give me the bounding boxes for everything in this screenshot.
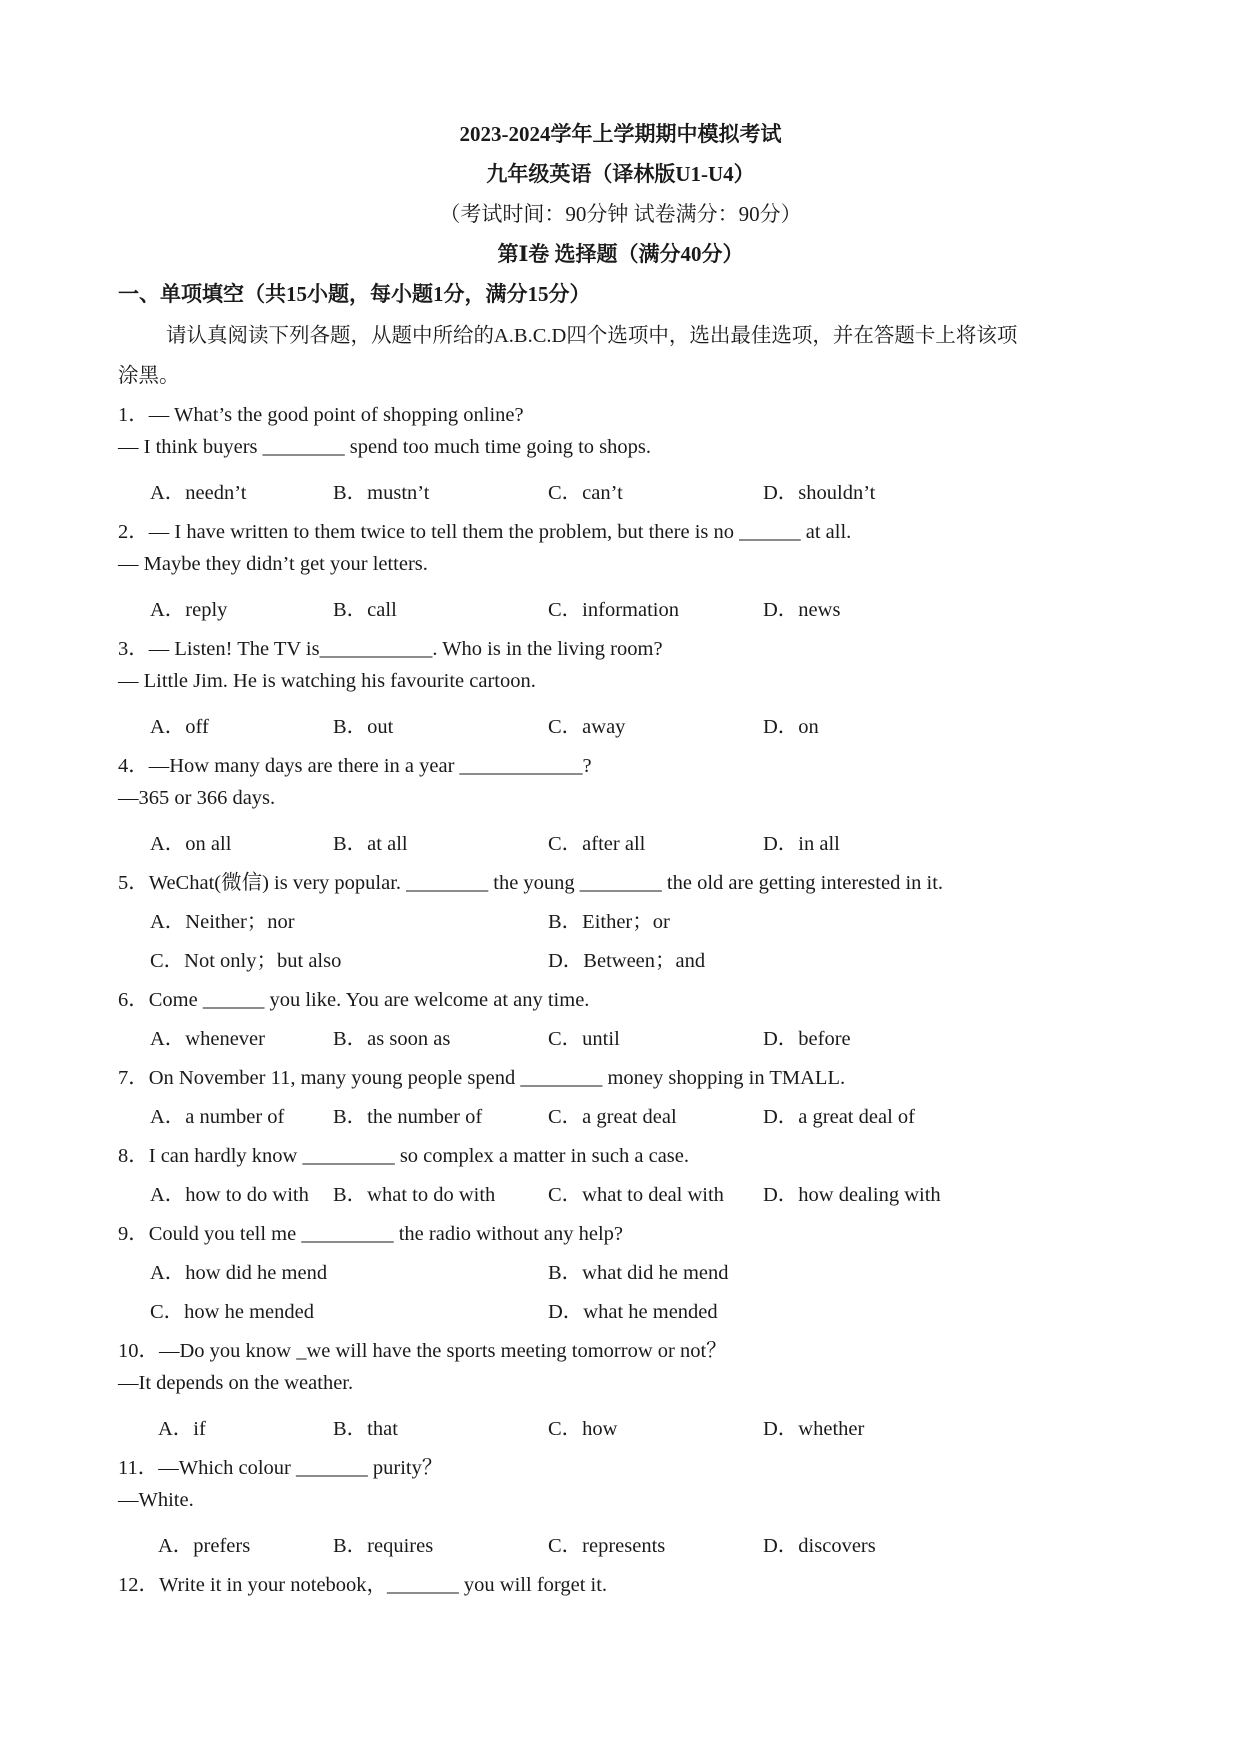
question-10-option-b: B．that — [333, 1418, 398, 1440]
question-12-stem: 12．Write it in your notebook，_______ you will forget it. — [118, 1574, 608, 1596]
question-10-option-d: D．whether — [763, 1418, 865, 1440]
question-11-reply: —White. — [118, 1489, 194, 1511]
question-11-option-b: B．requires — [333, 1535, 434, 1557]
question-6-option-b: B．as soon as — [333, 1028, 451, 1050]
question-5-option-d: D．Between；and — [548, 950, 706, 972]
question-10-reply: —It depends on the weather. — [118, 1372, 354, 1394]
question-3-option-a: A．off — [150, 716, 209, 738]
question-6-option-c: C．until — [548, 1028, 620, 1050]
section-heading: 一、单项填空（共15小题，每小题1分，满分15分） — [118, 282, 591, 306]
question-6-option-d: D．before — [763, 1028, 851, 1050]
question-8-option-a: A．how to do with — [150, 1184, 309, 1206]
question-4-stem: 4．—How many days are there in a year ____________? — [118, 755, 592, 777]
question-3-option-c: C．away — [548, 716, 626, 738]
question-11-option-c: C．represents — [548, 1535, 666, 1557]
question-11-option-d: D．discovers — [763, 1535, 876, 1557]
question-4-reply: —365 or 366 days. — [118, 787, 276, 809]
question-8-stem: 8．I can hardly know _________ so complex a matter in such a case. — [118, 1145, 689, 1167]
exam-subtitle: 九年级英语（译林版U1-U4） — [486, 162, 755, 186]
question-7-option-a: A．a number of — [150, 1106, 285, 1128]
question-5-option-c: C．Not only；but also — [150, 950, 342, 972]
question-2-option-a: A．reply — [150, 599, 228, 621]
question-1-stem: 1．— What’s the good point of shopping online? — [118, 404, 524, 426]
question-11-option-a: A．prefers — [158, 1535, 251, 1557]
question-1-option-a: A．needn’t — [150, 482, 247, 504]
question-11-stem: 11．—Which colour _______ purity？ — [118, 1457, 443, 1479]
question-4-option-c: C．after all — [548, 833, 646, 855]
section-instruction-line2: 涂黑。 — [118, 365, 180, 387]
question-8-option-b: B．what to do with — [333, 1184, 496, 1206]
question-9-option-a: A．how did he mend — [150, 1262, 328, 1284]
question-7-stem: 7．On November 11, many young people spend ________ money shopping in TMALL. — [118, 1067, 846, 1089]
question-9-option-d: D．what he mended — [548, 1301, 718, 1323]
question-2-stem: 2．— I have written to them twice to tell them the problem, but there is no ______ at all. — [118, 521, 852, 543]
question-7-option-c: C．a great deal — [548, 1106, 677, 1128]
question-2-option-b: B．call — [333, 599, 397, 621]
question-9-option-c: C．how he mended — [150, 1301, 314, 1323]
question-1-option-c: C．can’t — [548, 482, 623, 504]
question-7-option-b: B．the number of — [333, 1106, 483, 1128]
question-3-option-b: B．out — [333, 716, 394, 738]
exam-info: （考试时间：90分钟 试卷满分：90分） — [439, 202, 802, 226]
section-instruction-line1: 请认真阅读下列各题，从题中所给的A.B.C.D四个选项中，选出最佳选项，并在答题卡上将该项 — [166, 325, 1018, 347]
question-5-option-a: A．Neither；nor — [150, 911, 295, 933]
question-2-option-d: D．news — [763, 599, 841, 621]
question-10-option-a: A．if — [158, 1418, 206, 1440]
question-9-option-b: B．what did he mend — [548, 1262, 729, 1284]
question-10-option-c: C．how — [548, 1418, 618, 1440]
question-4-option-b: B．at all — [333, 833, 408, 855]
exam-title: 2023-2024学年上学期期中模拟考试 — [459, 122, 782, 146]
question-1-option-b: B．mustn’t — [333, 482, 430, 504]
question-4-option-a: A．on all — [150, 833, 232, 855]
question-10-stem: 10．—Do you know _we will have the sports meeting tomorrow or not？ — [118, 1340, 727, 1362]
question-3-option-d: D．on — [763, 716, 819, 738]
question-9-stem: 9．Could you tell me _________ the radio without any help? — [118, 1223, 624, 1245]
question-6-stem: 6．Come ______ you like. You are welcome at any time. — [118, 989, 590, 1011]
question-3-stem: 3．— Listen! The TV is___________. Who is in the living room? — [118, 638, 663, 660]
question-5-option-b: B．Either；or — [548, 911, 670, 933]
question-8-option-c: C．what to deal with — [548, 1184, 724, 1206]
question-6-option-a: A．whenever — [150, 1028, 265, 1050]
question-1-reply: — I think buyers ________ spend too much time going to shops. — [118, 436, 651, 458]
question-4-option-d: D．in all — [763, 833, 840, 855]
question-5-stem: 5．WeChat(微信) is very popular. ________ the young ________ the old are getting interested in it. — [118, 872, 944, 894]
question-2-option-c: C．information — [548, 599, 679, 621]
question-7-option-d: D．a great deal of — [763, 1106, 915, 1128]
question-2-reply: — Maybe they didn’t get your letters. — [118, 553, 428, 575]
question-3-reply: — Little Jim. He is watching his favourite cartoon. — [118, 670, 536, 692]
question-8-option-d: D．how dealing with — [763, 1184, 941, 1206]
part-title: 第Ⅰ卷 选择题（满分40分） — [497, 242, 744, 266]
question-1-option-d: D．shouldn’t — [763, 482, 876, 504]
